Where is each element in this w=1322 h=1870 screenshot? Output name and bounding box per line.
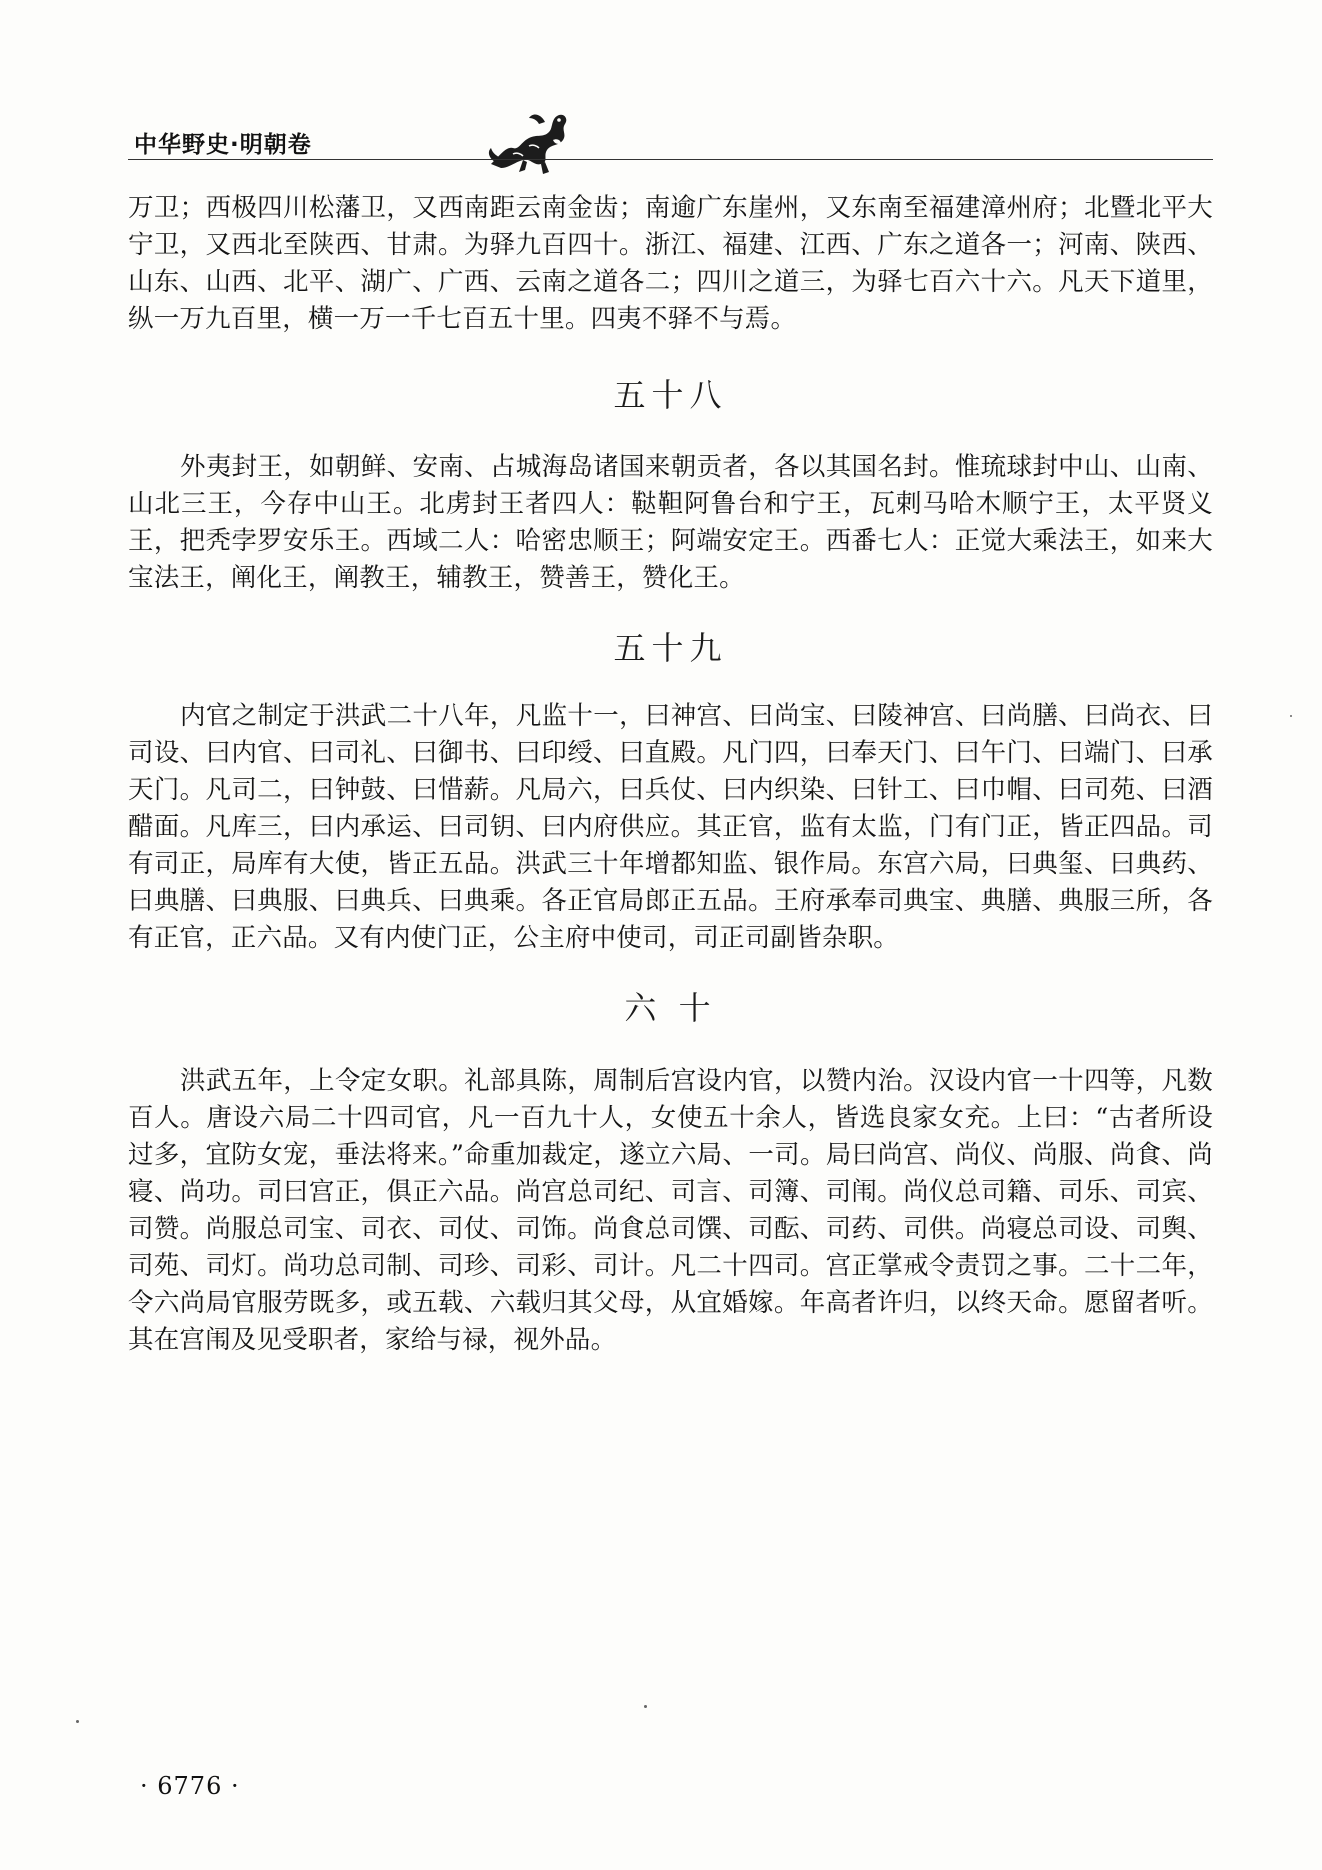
- section-heading-60: 六 十: [624, 989, 717, 1027]
- section-heading-58: 五十八: [613, 376, 728, 414]
- page-number: · 6776 ·: [140, 1772, 240, 1800]
- dragon-logo-icon: [483, 104, 573, 176]
- scan-speck: [644, 1705, 647, 1708]
- section-paragraph-59: 内官之制定于洪武二十八年，凡监十一，曰神宫、曰尚宝、曰陵神宫、曰尚膳、曰尚衣、曰司设、曰内官、曰司礼、曰御书、曰印绶、曰直殿。凡门四，曰奉天门、曰午门、曰端门、曰承天门。凡司二，曰钟鼓、曰惜薪。凡局六，曰兵仗、曰内织染、曰针工、曰巾帽、曰司苑、曰酒醋面。凡库三，曰内承运、曰司钥、曰内府供应。其正官，监有太监，门有门正，皆正四品。司有司正，局库有大使，皆正五品。洪武三十年增都知监、银作局。东宫六局，曰典玺、曰典药、曰典膳、曰典服、曰典兵、曰典乘。各正官局郎正五品。王府承奉司典宝、典膳、典服三所，各有正官，正六品。又有内使门正，公主府中使司，司正司副皆杂职。: [128, 701, 1213, 953]
- section-paragraph-58: 外夷封王，如朝鲜、安南、占城海岛诸国来朝贡者，各以其国名封。惟琉球封中山、山南、山北三王，今存中山王。北虏封王者四人：鞑靼阿鲁台和宁王，瓦剌马哈木顺宁王，太平贤义王，把秃孛罗安乐王。西域二人：哈密忠顺王；阿端安定王。西番七人：正觉大乘法王，如来大宝法王，阐化王，阐教王，辅教王，赞善王，赞化王。: [128, 452, 1213, 593]
- opening-paragraph: 万卫；西极四川松藩卫，又西南距云南金齿；南逾广东崖州，又东南至福建漳州府；北暨北平大宁卫，又西北至陕西、甘肃。为驿九百四十。浙江、福建、江西、广东之道各一；河南、陕西、山东、山西、北平、湖广、广西、云南之道各二；四川之道三，为驿七百六十六。凡天下道里，纵一万九百里，横一万一千七百五十里。四夷不驿不与焉。: [128, 193, 1213, 334]
- header-rule: [128, 159, 1213, 160]
- section-paragraph-60: 洪武五年，上令定女职。礼部具陈，周制后宫设内官，以赞内治。汉设内官一十四等，凡数百人。唐设六局二十四司官，凡一百九十人，女使五十余人，皆选良家女充。上曰：“古者所设过多，宜防女宠，垂法将来。”命重加裁定，遂立六局、一司。局曰尚宫、尚仪、尚服、尚食、尚寝、尚功。司曰宫正，俱正六品。尚宫总司纪、司言、司簿、司闱。尚仪总司籍、司乐、司宾、司赞。尚服总司宝、司衣、司仗、司饰。尚食总司馔、司酝、司药、司供。尚寝总司设、司舆、司苑、司灯。尚功总司制、司珍、司彩、司计。凡二十四司。宫正掌戒令责罚之事。二十二年，令六尚局官服劳既多，或五载、六载归其父母，从宜婚嫁。年高者许归，以终天命。愿留者听。其在宫闱及见受职者，家给与禄，视外品。: [128, 1066, 1213, 1355]
- scan-speck: [76, 1720, 79, 1723]
- main-text: [128, 190, 1213, 1359]
- running-header: [128, 104, 1213, 184]
- book-title: 中华野史·明朝卷: [134, 132, 312, 158]
- scan-speck: [1290, 715, 1292, 717]
- section-heading-59: 五十九: [613, 629, 728, 667]
